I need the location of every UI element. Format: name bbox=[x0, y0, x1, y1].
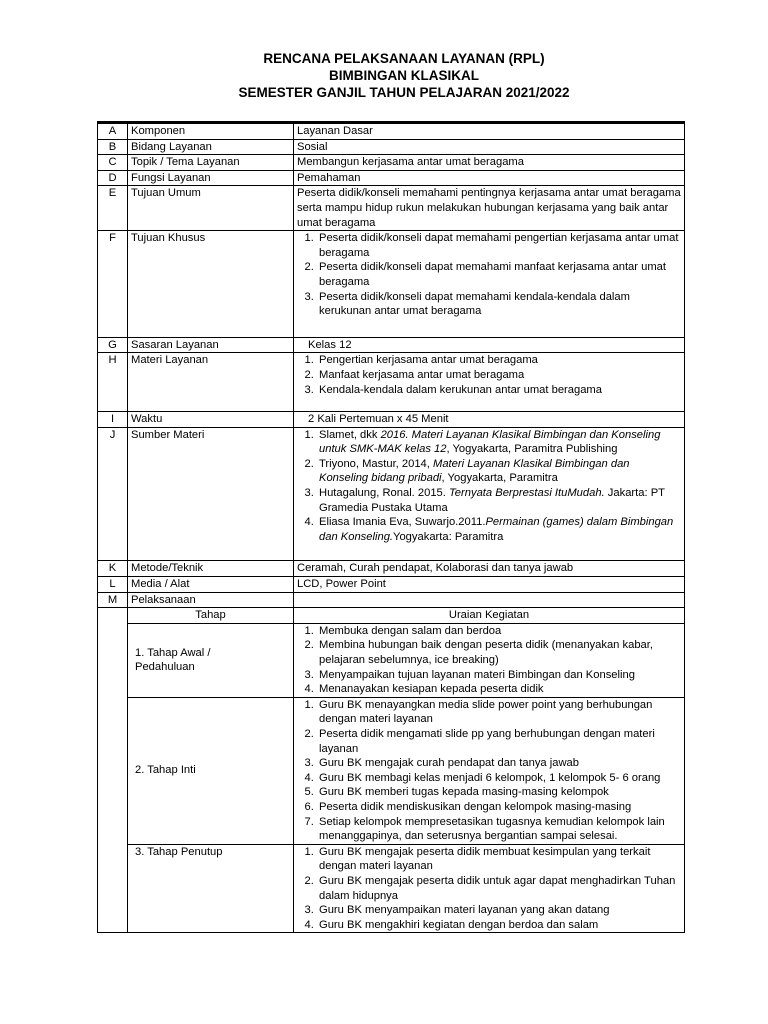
stage-row-inti bbox=[98, 697, 685, 844]
column-header-uraian: Uraian Kegiatan bbox=[294, 608, 685, 624]
ref-title: Permainan (games) dalam Bimbingan dan Konseling. bbox=[319, 516, 674, 543]
list-item: 3. Menyampaikan tujuan layanan materi Bimbingan dan Konseling bbox=[317, 668, 681, 683]
ref-publisher: Jakarta: PT Gramedia Pustaka Utama bbox=[319, 487, 665, 514]
row-k bbox=[98, 561, 685, 577]
row-h bbox=[98, 353, 685, 412]
reference-item bbox=[317, 486, 681, 515]
list-item: 1. Guru BK mengajak peserta didik membuat kesimpulan yang terkait dengan materi layanan bbox=[317, 845, 681, 874]
row-letter: L bbox=[98, 577, 128, 593]
list-item: 1. Guru BK menayangkan media slide power point yang berhubungan dengan materi layanan bbox=[317, 698, 681, 727]
list-item: 4. Guru BK mengakhiri kegiatan dengan berdoa dan salam bbox=[317, 918, 681, 933]
activity-list bbox=[297, 624, 681, 697]
row-c bbox=[98, 155, 685, 171]
activity-list bbox=[297, 845, 681, 933]
list-item: 5. Guru BK memberi tugas kepada masing-masing kelompok bbox=[317, 785, 681, 800]
row-value bbox=[294, 427, 685, 561]
ref-author: Slamet, dkk bbox=[319, 428, 381, 441]
row-j bbox=[98, 427, 685, 561]
row-label: Tujuan Khusus bbox=[128, 231, 294, 338]
row-label: Metode/Teknik bbox=[128, 561, 294, 577]
stage-row-penutup bbox=[98, 844, 685, 933]
ref-publisher: Yogyakarta: Paramitra bbox=[393, 530, 504, 543]
row-label: Komponen bbox=[128, 123, 294, 140]
row-label: Pelaksanaan bbox=[128, 592, 294, 608]
row-i bbox=[98, 412, 685, 428]
stage-label: 2. Tahap Inti bbox=[135, 764, 196, 777]
sumber-list bbox=[297, 428, 681, 545]
row-label: Fungsi Layanan bbox=[128, 170, 294, 186]
row-letter: F bbox=[98, 231, 128, 338]
list-item: 2. Membina hubungan baik dengan peserta didik (menanyakan kabar, pelajaran sebelumnya, ice breaking) bbox=[317, 638, 681, 667]
row-value: Membangun kerjasama antar umat beragama bbox=[294, 155, 685, 171]
list-item: 3. Guru BK menyampaikan materi layanan yang akan datang bbox=[317, 903, 681, 918]
stage-activities bbox=[294, 844, 685, 933]
row-value bbox=[294, 592, 685, 608]
ref-title: Ternyata Berprestasi ItuMudah. bbox=[449, 487, 605, 500]
title-line-2: BIMBINGAN KLASIKAL bbox=[329, 68, 479, 83]
row-value bbox=[294, 353, 685, 412]
materi-list bbox=[297, 353, 681, 397]
stage-activities bbox=[294, 623, 685, 697]
row-label: Tujuan Umum bbox=[128, 186, 294, 231]
ref-author: Triyono, Mastur, 2014, bbox=[319, 457, 433, 470]
title-line-3: SEMESTER GANJIL TAHUN PELAJARAN 2021/2022 bbox=[238, 85, 570, 100]
row-value: Sosial bbox=[294, 139, 685, 155]
row-value: Kelas 12 bbox=[294, 337, 685, 353]
row-label: Sasaran Layanan bbox=[128, 337, 294, 353]
row-letter: B bbox=[98, 139, 128, 155]
row-label: Bidang Layanan bbox=[128, 139, 294, 155]
row-letter: E bbox=[98, 186, 128, 231]
row-a bbox=[98, 123, 685, 140]
row-value: Peserta didik/konseli memahami pentingnya kerjasama antar umat beragama serta mampu hidup rukun melakukan hubungan kerjasama yang baik antar umat beragama bbox=[294, 186, 685, 231]
list-item: 3. Kendala-kendala dalam kerukunan antar umat beragama bbox=[317, 383, 681, 398]
ref-author: Hutagalung, Ronal. 2015. bbox=[319, 487, 449, 500]
list-item: 4. Menanayakan kesiapan kepada peserta didik bbox=[317, 682, 681, 697]
stage-row-awal bbox=[98, 623, 685, 697]
row-value: LCD, Power Point bbox=[294, 577, 685, 593]
list-item: 2. Peserta didik mengamati slide pp yang berhubungan dengan materi layanan bbox=[317, 727, 681, 756]
row-value: Layanan Dasar bbox=[294, 123, 685, 140]
row-f bbox=[98, 231, 685, 338]
list-item: 6. Peserta didik mendiskusikan dengan kelompok masing-masing bbox=[317, 800, 681, 815]
row-letter: A bbox=[98, 123, 128, 140]
title-line-1: RENCANA PELAKSANAAN LAYANAN (RPL) bbox=[263, 51, 545, 66]
list-item: 2. Guru BK mengajak peserta didik untuk agar dapat menghadirkan Tuhan dalam hidupnya bbox=[317, 874, 681, 903]
row-value: Ceramah, Curah pendapat, Kolaborasi dan tanya jawab bbox=[294, 561, 685, 577]
reference-item bbox=[317, 428, 681, 457]
row-letter: C bbox=[98, 155, 128, 171]
row-letter: H bbox=[98, 353, 128, 412]
list-item: 3. Peserta didik/konseli dapat memahami kendala-kendala dalam kerukunan antar umat beragama bbox=[317, 290, 681, 319]
row-letter: G bbox=[98, 337, 128, 353]
ref-title: 2016. Materi Layanan Klasikal Bimbingan dan Konseling untuk SMK-MAK kelas 12 bbox=[319, 428, 661, 456]
list-item: 1. Pengertian kerjasama antar umat beragama bbox=[317, 353, 681, 368]
list-item: 4. Guru BK membagi kelas menjadi 6 kelompok, 1 kelompok 5- 6 orang bbox=[317, 771, 681, 786]
row-value bbox=[294, 231, 685, 338]
row-label: Media / Alat bbox=[128, 577, 294, 593]
row-e bbox=[98, 186, 685, 231]
list-item: 2. Peserta didik/konseli dapat memahami manfaat kerjasama antar umat beragama bbox=[317, 260, 681, 289]
activity-list bbox=[297, 698, 681, 844]
stage-activities bbox=[294, 697, 685, 844]
stage-name bbox=[128, 623, 294, 697]
stage-label: 1. Tahap Awal / Pedahuluan bbox=[135, 646, 211, 674]
list-item: 1. Membuka dengan salam dan berdoa bbox=[317, 624, 681, 639]
row-letter: K bbox=[98, 561, 128, 577]
row-letter: M bbox=[98, 592, 128, 608]
row-value: Pemahaman bbox=[294, 170, 685, 186]
stage-label: 3. Tahap Penutup bbox=[135, 845, 223, 858]
row-d bbox=[98, 170, 685, 186]
ref-title: Materi Layanan Klasikal Bimbingan dan Konseling bidang pribadi bbox=[319, 457, 630, 485]
ref-publisher: , Yogyakarta, Paramitra Publishing bbox=[446, 443, 618, 456]
row-label: Topik / Tema Layanan bbox=[128, 155, 294, 171]
stage-name bbox=[128, 844, 294, 933]
column-header-tahap: Tahap bbox=[128, 608, 294, 624]
row-letter: D bbox=[98, 170, 128, 186]
rpl-table bbox=[97, 121, 685, 933]
row-value: 2 Kali Pertemuan x 45 Menit bbox=[294, 412, 685, 428]
row-l bbox=[98, 577, 685, 593]
row-g bbox=[98, 337, 685, 353]
list-item: 2. Manfaat kerjasama antar umat beragama bbox=[317, 368, 681, 383]
row-label: Materi Layanan bbox=[128, 353, 294, 412]
list-item: 1. Peserta didik/konseli dapat memahami pengertian kerjasama antar umat beragama bbox=[317, 231, 681, 260]
row-letter: I bbox=[98, 412, 128, 428]
row-b bbox=[98, 139, 685, 155]
ref-author: Eliasa Imania Eva, Suwarjo.2011. bbox=[319, 516, 486, 529]
row-label: Waktu bbox=[128, 412, 294, 428]
row-m bbox=[98, 592, 685, 608]
document-title bbox=[0, 50, 768, 101]
list-item: 7. Setiap kelompok mempresetasikan tugasnya kemudian kelompok lain menanggapinya, dan seterusnya bergantian sampai selesai. bbox=[317, 815, 681, 844]
tujuan-khusus-list bbox=[297, 231, 681, 319]
ref-publisher: , Yogyakarta, Paramitra bbox=[441, 472, 558, 485]
row-letter: J bbox=[98, 427, 128, 561]
reference-item bbox=[317, 515, 681, 544]
list-item: 3. Guru BK mengajak curah pendapat dan tanya jawab bbox=[317, 756, 681, 771]
stage-name bbox=[128, 697, 294, 844]
reference-item bbox=[317, 457, 681, 486]
row-label: Sumber Materi bbox=[128, 427, 294, 561]
pelaksanaan-header bbox=[98, 608, 685, 624]
